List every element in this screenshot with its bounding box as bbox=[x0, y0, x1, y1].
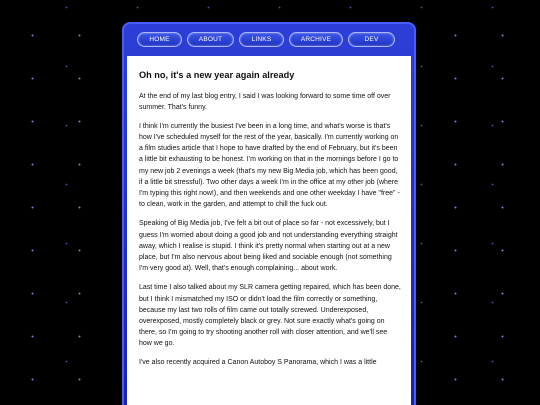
nav-home-button[interactable]: HOME bbox=[137, 32, 182, 47]
post-paragraph: I've also recently acquired a Canon Autoboy S Panorama, which I was a little bbox=[139, 359, 377, 367]
blog-post-content bbox=[127, 56, 411, 405]
post-paragraph: I think I'm currently the busiest I've been in a long time, and what's worse is that's how I've scheduled myself for the rest of the year, basically. I'm currently working on a film studies article that I hope to have drafted by the end of February, but it's been a little bit exhausting to be honest. I'm working on that in the mornings before I go to my new job 2 evenings a week (that's my new Big Media job, which has been good, if a little bit stressful). Two other days a week I'm in the office at my other job (where I'm typing this right now!), and then weekends and one other weekday I have "free" - to clean, work in the garden, and attempt to chill the fuck out. bbox=[139, 123, 400, 208]
page-frame bbox=[122, 22, 416, 405]
post-paragraph: Last time I also talked about my SLR camera getting repaired, which has been done, but I think I mismatched my ISO or didn't load the film correctly or something, because my last two rolls of film came out totally screwed. Underexposed, overexposed, mostly completely black or grey. Not sure exactly what's going on there, so I'm going to try shooting another roll with closer attention, and we'll see how we go. bbox=[139, 284, 401, 347]
nav-bar bbox=[124, 24, 414, 54]
nav-archive-button[interactable]: ARCHIVE bbox=[289, 32, 343, 47]
nav-dev-button[interactable]: DEV bbox=[348, 32, 395, 47]
nav-about-button[interactable]: ABOUT bbox=[187, 32, 234, 47]
post-paragraph: At the end of my last blog entry, I said I was looking forward to some time off over summer. That's funny. bbox=[139, 92, 391, 111]
nav-links-button[interactable]: LINKS bbox=[239, 32, 284, 47]
post-title: Oh no, it's a new year again already bbox=[139, 70, 295, 80]
post-paragraph: Speaking of Big Media job, I've felt a bit out of place so far - not excessively, but I guess I'm worried about doing a good job and not understanding everything straight away, which I realise is stupid. I think it's pretty normal when starting out at a new place, but I'm also nervous about being liked and sociable enough (not something I'm very good at). Well, that's enough complaining... about work. bbox=[139, 220, 398, 272]
